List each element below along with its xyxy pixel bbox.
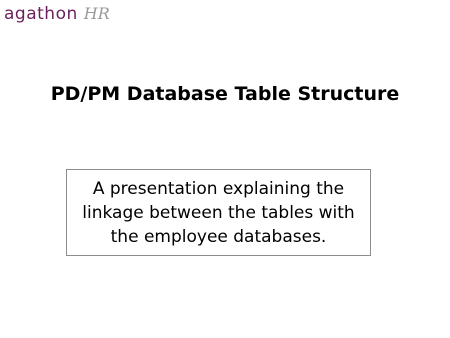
agathon-hr-logo bbox=[4, 2, 110, 26]
logo-wordmark: agathon bbox=[4, 4, 78, 24]
slide-description: A presentation explaining the linkage between the tables with the employee databases. bbox=[82, 178, 355, 247]
description-box bbox=[66, 169, 371, 256]
logo-hr-suffix: HR bbox=[83, 4, 110, 23]
slide-title: PD/PM Database Table Structure bbox=[50, 83, 400, 105]
